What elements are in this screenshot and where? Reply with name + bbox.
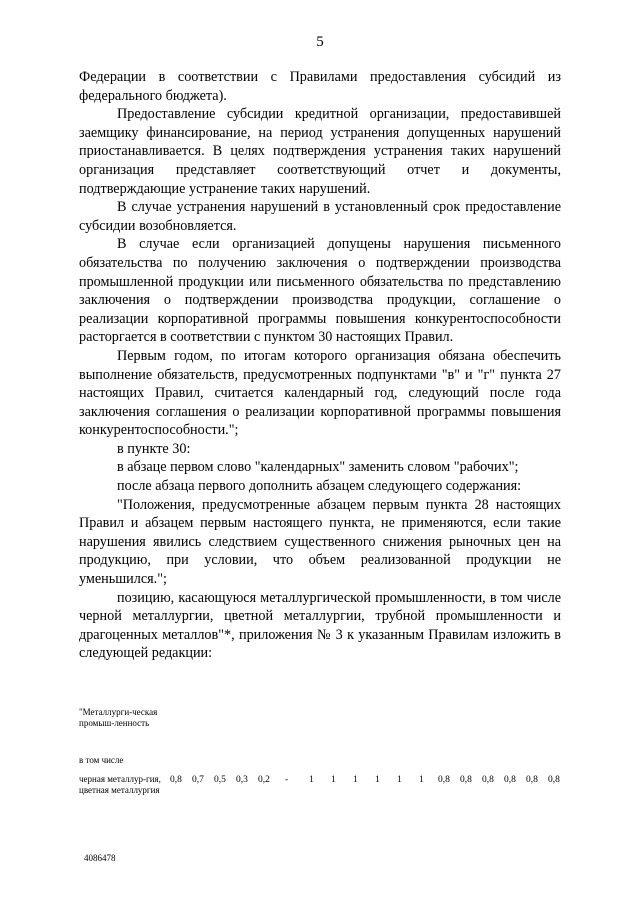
table-subheading: в том числе [79,755,124,765]
paragraph: В случае если организацией допущены нарушения письменного обязательства по получению заключения о подтверждении производства промышленной продукции или письменного обязательства по представлению заключения о подтверждении производства продукции, соглашение о реализации корпоративной программы повышения конкурентоспособности расторгается в соответствии с пунктом 30 настоящих Правил. [79,236,561,346]
body-text [79,68,561,663]
table-value: 0,2 [258,775,270,785]
table-value: 1 [353,775,358,785]
paragraph: в абзаце первом слово "календарных" заменить словом "рабочих"; [117,459,519,476]
table-value: 0,8 [548,775,560,785]
table-value: 0,8 [438,775,450,785]
table-value: 0,3 [236,775,248,785]
paragraph: Федерации в соответствии с Правилами предоставления субсидий из федерального бюджета). [79,69,561,104]
paragraph: Предоставление субсидии кредитной организации, предоставившей заемщику финансирование, на период устранения допущенных нарушений приостанавливается. В целях подтверждения устранения таких нарушений организация представляет соответствующий отчет и документы, подтверждающие устранение таких нарушений. [79,106,561,197]
table-row-label: черная металлур-гия, цветная металлургия [79,774,161,795]
page-number: 5 [316,34,324,50]
paragraph: Первым годом, по итогам которого организация обязана обеспечить выполнение обязательств, предусмотренных подпунктами "в" и "г" пункта 27 настоящих Правил, считается календарный год, следующий после года заключения соглашения о реализации корпоративной программы повышения конкурентоспособности."; [79,347,561,439]
paragraph: после абзаца первого дополнить абзацем следующего содержания: [117,478,522,495]
table-value: 0,8 [170,775,182,785]
footer-code: 4086478 [84,853,116,863]
paragraph: позицию, касающуюся металлургической промышленности, в том числе черной металлургии, цветной металлургии, трубной промышленности и драгоценных металлов"*, приложения № 3 к указанным Правилам изложить в следующей редакции: [79,589,561,662]
table-value: 1 [331,775,336,785]
paragraph: В случае устранения нарушений в установленный срок предоставление субсидии возобновляется. [79,199,561,234]
table-value: 0,7 [192,775,204,785]
table-value: 0,8 [482,775,494,785]
table-value: 1 [375,775,380,785]
paragraph: "Положения, предусмотренные абзацем первым пункта 28 настоящих Правил и абзацем первым настоящего пункта, не применяются, если такие нарушения явились следствием существенного снижения рыночных цен на продукцию, при условии, что объем реализованной продукции не уменьшился."; [79,496,561,588]
table-value: 0,8 [504,775,516,785]
table-value: 0,5 [214,775,226,785]
table-value: 0,8 [526,775,538,785]
table-value: 1 [419,775,424,785]
table-value: 0,8 [460,775,472,785]
table-value: - [285,775,289,785]
table-value: 1 [397,775,402,785]
paragraph: в пункте 30: [117,440,191,457]
table-values [79,775,563,787]
table-value: 1 [309,775,314,785]
table-heading: "Металлурги-ческая промыш-ленность [79,707,158,728]
